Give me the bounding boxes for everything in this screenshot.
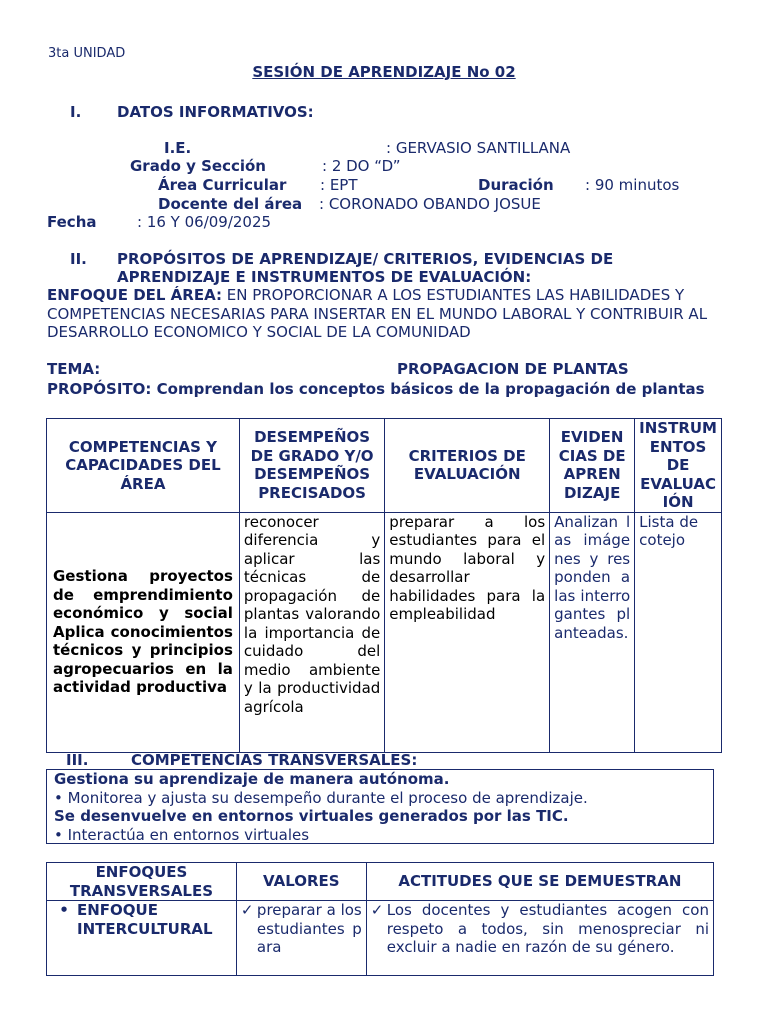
grado-value: : 2 DO “D” xyxy=(322,157,401,175)
header-enfoques: ENFOQUES TRANSVERSALES xyxy=(47,863,237,901)
header-evidencias: EVIDEN CIAS DE APREN DIZAJE xyxy=(550,419,635,513)
cell-actitud xyxy=(366,901,713,976)
docente-label: Docente del área xyxy=(158,195,303,213)
grado-label: Grado y Sección xyxy=(130,157,266,175)
section-1-heading: DATOS INFORMATIVOS: xyxy=(117,103,314,121)
section-3-heading: COMPETENCIAS TRANSVERSALES: xyxy=(131,751,418,769)
evaluation-table xyxy=(46,418,722,753)
area-value: : EPT xyxy=(320,176,358,194)
fecha-value: : 16 Y 06/09/2025 xyxy=(137,213,272,231)
section-2-heading-line1: PROPÓSITOS DE APRENDIZAJE/ CRITERIOS, EVIDENCIAS DE xyxy=(117,250,614,268)
tema-value: PROPAGACION DE PLANTAS xyxy=(397,360,629,378)
header-criterios: CRITERIOS DE EVALUACIÓN xyxy=(385,419,550,513)
ie-label: I.E. xyxy=(164,139,192,157)
proposito-label: PROPÓSITO: xyxy=(47,380,152,398)
competencia-2-item: • Interactúa en entornos virtuales xyxy=(54,825,310,844)
header-valores: VALORES xyxy=(236,863,366,901)
proposito xyxy=(47,380,719,399)
bullet-icon: • xyxy=(59,901,69,919)
page-title: SESIÓN DE APRENDIZAJE No 02 xyxy=(252,63,516,81)
competencia-1-item: • Monitorea y ajusta su desempeño durante el proceso de aprendizaje. xyxy=(54,788,588,807)
section-1-number: I. xyxy=(70,103,82,121)
docente-value: : CORONADO OBANDO JOSUE xyxy=(319,195,541,213)
duracion-label: Duración xyxy=(478,176,554,194)
enfoque-area xyxy=(47,286,719,342)
section-2-heading-line2: APRENDIZAJE E INSTRUMENTOS DE EVALUACIÓN: xyxy=(117,268,532,286)
checkmark-icon: ✓ xyxy=(370,901,384,919)
section-3-number: III. xyxy=(66,751,89,769)
competencias-transversales-box xyxy=(46,769,714,844)
cell-competencias: Gestiona proyectos de emprendimiento económico y social Aplica conocimientos técnicos y principios agropecuarios en la actividad productiva xyxy=(47,512,240,752)
competencia-2-title: Se desenvuelve en entornos virtuales generados por las TIC. xyxy=(54,807,569,825)
tema-label: TEMA: xyxy=(47,360,101,378)
cell-desempenos: reconocer diferencia y aplicar las técnicas de propagación de plantas valorando la importancia de cuidado del medio ambiente y la productividad agrícola xyxy=(239,512,384,752)
header-actitudes: ACTITUDES QUE SE DEMUESTRAN xyxy=(366,863,713,901)
unit-label: 3ta UNIDAD xyxy=(48,46,126,61)
area-label: Área Curricular xyxy=(158,176,287,194)
header-desempenos: DESEMPEÑOS DE GRADO Y/O DESEMPEÑOS PRECISADOS xyxy=(239,419,384,513)
enfoque-text: EN PROPORCIONAR A LOS ESTUDIANTES LAS HABILIDADES Y COMPETENCIAS NECESARIAS PARA INSERTAR EN EL MUNDO LABORAL Y CONTRIBUIR AL DESARROLLO ECONOMICO Y SOCIAL DE LA COMUNIDAD xyxy=(47,286,708,341)
actitud-text: Los docentes y estudiantes acogen con respeto a todos, sin menospreciar ni excluir a nadie en razón de su género. xyxy=(386,901,709,956)
section-2-number: II. xyxy=(70,250,87,268)
enfoque-label: ENFOQUE DEL ÁREA: xyxy=(47,286,222,304)
proposito-text: Comprendan los conceptos básicos de la propagación de plantas xyxy=(151,380,705,398)
competencia-1-title: Gestiona su aprendizaje de manera autónoma. xyxy=(54,770,450,788)
cell-evidencias: Analizan las imágenes y responden a las interrogantes planteadas. xyxy=(550,512,635,752)
valor-text: preparar a los estudiantes para xyxy=(256,901,362,956)
enfoques-table xyxy=(46,862,714,976)
cell-instrumentos: Lista de cotejo xyxy=(635,512,722,752)
header-competencias: COMPETENCIAS Y CAPACIDADES DEL ÁREA xyxy=(47,419,240,513)
cell-enfoque xyxy=(47,901,237,976)
duracion-value: : 90 minutos xyxy=(585,176,680,194)
ie-value: : GERVASIO SANTILLANA xyxy=(386,139,571,157)
enfoque-text: ENFOQUE INTERCULTURAL xyxy=(77,901,213,938)
cell-criterios: preparar a los estudiantes para el mundo laboral y desarrollar habilidades para la empleabilidad xyxy=(385,512,550,752)
checkmark-icon: ✓ xyxy=(240,901,254,919)
fecha-label: Fecha xyxy=(47,213,97,231)
cell-valor xyxy=(236,901,366,976)
header-instrumentos: INSTRUM ENTOS DE EVALUAC IÓN xyxy=(635,419,722,513)
